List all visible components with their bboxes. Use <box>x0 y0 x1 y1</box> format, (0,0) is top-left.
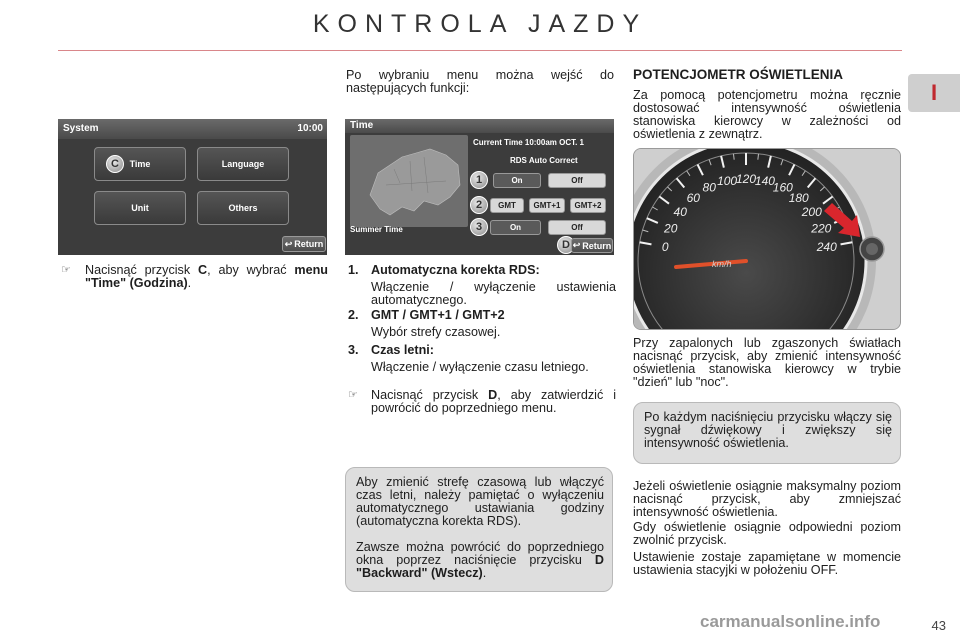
return-button[interactable] <box>282 236 326 252</box>
world-map <box>350 135 468 227</box>
gauge-label: 40 <box>673 205 687 220</box>
return-icon: ↩ <box>572 240 581 250</box>
gauge-label: 200 <box>801 205 822 220</box>
gauge-label: 100 <box>717 174 738 189</box>
rds-on-option[interactable] <box>493 173 541 188</box>
screen-title: System <box>63 123 99 134</box>
speedometer-icon <box>634 149 901 330</box>
item-desc: Włączenie / wyłączenie czasu letniego. <box>371 360 589 374</box>
bullet-end: . <box>187 276 192 290</box>
item-number: 1. <box>348 263 359 277</box>
beep-note <box>633 402 901 464</box>
bullet-key: D <box>488 388 498 402</box>
bullet-text: Nacisnąć przycisk <box>371 388 489 402</box>
callout-d: D <box>557 236 575 254</box>
watermark: carmanualsonline.info <box>700 612 881 631</box>
section-heading: POTENCJOMETR OŚWIETLENIA <box>633 67 844 82</box>
right-para-3: Gdy oświetlenie osiągnie odpowiedni poziom zwolnić przycisk. <box>633 520 901 547</box>
gmt-label: GMT <box>498 201 516 210</box>
speedometer-illustration <box>633 148 901 330</box>
gauge-label: 180 <box>788 191 809 206</box>
screen-title: Time <box>350 120 374 131</box>
unit-button[interactable] <box>94 191 186 225</box>
item-desc: Wybór strefy czasowej. <box>371 325 501 339</box>
right-para-4: Ustawienie zostaje zapamiętane w momencie ustawienia stacyjki w położeniu OFF. <box>633 550 901 577</box>
gauge-label: 240 <box>816 239 837 254</box>
dimmer-knob-center <box>866 243 878 255</box>
gauge-unit: km/h <box>712 259 732 269</box>
note-bold: D "Backward" (Wstecz) <box>356 553 604 580</box>
gauge-label: 220 <box>811 221 832 236</box>
bullet-text: , aby wybrać <box>207 263 295 277</box>
right-intro: Za pomocą potencjometru można ręcznie dostosować intensywność oświetlenia stanowiska kierowcy w zależności od oświetlenia z zewnątrz. <box>633 88 901 141</box>
note-paragraph <box>356 541 604 580</box>
callout-3: 3 <box>470 218 488 236</box>
gauge-minor-tick <box>758 154 759 160</box>
item-number: 2. <box>348 308 359 322</box>
europe-map-icon <box>350 135 468 227</box>
summer-on-label: On <box>509 223 522 232</box>
item-number: 3. <box>348 343 359 357</box>
item-title: GMT / GMT+1 / GMT+2 <box>371 308 505 322</box>
system-menu-screenshot <box>58 119 327 255</box>
gauge-label: 20 <box>664 221 678 236</box>
page-title: KONTROLA JAZDY <box>312 10 648 38</box>
others-button-label: Others <box>228 203 258 213</box>
note-paragraph: Aby zmienić strefę czasową lub włączyć czas letni, należy pamiętać o wyłączeniu automatycznego ustawiania godziny (automatyczna korekta RDS). <box>356 475 604 528</box>
callout-1: 1 <box>470 171 488 189</box>
gauge-minor-tick <box>733 154 734 160</box>
item-desc: Włączenie / wyłączenie ustawienia automatycznego. <box>371 280 616 307</box>
callout-c: C <box>106 155 124 173</box>
summer-off-option[interactable] <box>548 220 606 235</box>
screen-title-bar <box>345 119 614 133</box>
gauge-label: 160 <box>772 180 793 195</box>
gauge-label: 140 <box>754 174 775 189</box>
note-text: Zawsze można powrócić do poprzedniego okna poprzez naciśnięcie przycisku <box>356 540 604 567</box>
time-menu-screenshot <box>345 119 614 255</box>
chapter-label: I <box>930 80 938 105</box>
bullet-text: , aby zatwierdzić i powrócić do poprzedniego menu. <box>371 388 616 415</box>
language-button[interactable] <box>197 147 289 181</box>
item-title: Czas letni: <box>371 343 434 357</box>
return-icon: ↩ <box>284 238 293 249</box>
left-bullet <box>61 263 328 290</box>
time-button-label: Time <box>129 159 151 169</box>
rds-off-label: Off <box>571 176 583 185</box>
gauge-label: 120 <box>735 172 757 186</box>
rds-off-option[interactable] <box>548 173 606 188</box>
gmt2-option[interactable] <box>570 198 606 213</box>
page-number: 43 <box>931 618 946 633</box>
summer-time-label: Summer Time <box>350 225 403 234</box>
screen-title-bar <box>58 119 327 139</box>
unit-button-label: Unit <box>131 203 149 213</box>
note-end: . <box>482 566 487 580</box>
return-button[interactable] <box>571 238 613 253</box>
bullet-key: C <box>198 263 208 277</box>
right-para-1: Przy zapalonych lub zgaszonych światłach nacisnąć przycisk, aby zmienić intensywność oświetlenia stanowiska kierowcy w trybie "dzień" lub "noc". <box>633 336 901 389</box>
bullet-bold: menu "Time" (Godzina) <box>85 263 328 290</box>
others-button[interactable] <box>197 191 289 225</box>
gmt-option[interactable] <box>490 198 524 213</box>
callout-2: 2 <box>470 196 488 214</box>
title-divider <box>58 50 902 51</box>
pointer-icon: ☞ <box>348 389 358 401</box>
rds-on-label: On <box>511 176 523 185</box>
current-time-label: Current Time 10:00am OCT. 1 <box>473 138 585 147</box>
timezone-note <box>345 467 613 592</box>
confirm-bullet <box>348 388 616 415</box>
item-title: Automatyczna korekta RDS: <box>371 263 540 277</box>
screen-clock: 10:00 <box>297 123 323 134</box>
middle-intro: Po wybraniu menu można wejść do następujących funkcji: <box>346 68 614 95</box>
bullet-text: Nacisnąć przycisk <box>85 263 198 277</box>
note-paragraph: Po każdym naciśnięciu przycisku włączy się sygnał dźwiękowy i zwiększy się intensywność oświetlenia. <box>644 410 892 450</box>
gmt1-label: GMT+1 <box>533 201 561 210</box>
language-button-label: Language <box>221 159 265 169</box>
chapter-tab[interactable] <box>908 74 960 112</box>
return-label: Return <box>582 240 612 251</box>
summer-off-label: Off <box>571 223 583 232</box>
gauge-label: 60 <box>686 191 700 206</box>
summer-on-option[interactable] <box>490 220 541 235</box>
gauge-label: 80 <box>702 180 716 195</box>
rds-label: RDS Auto Correct <box>510 156 578 165</box>
gmt1-option[interactable] <box>529 198 565 213</box>
pointer-icon: ☞ <box>61 264 71 276</box>
return-label: Return <box>294 239 324 249</box>
right-para-2: Jeżeli oświetlenie osiągnie maksymalny poziom nacisnąć przycisk, aby zmniejszać intensywność oświetlenia. <box>633 479 901 519</box>
gmt2-label: GMT+2 <box>574 201 602 210</box>
gauge-label: 0 <box>661 239 669 254</box>
